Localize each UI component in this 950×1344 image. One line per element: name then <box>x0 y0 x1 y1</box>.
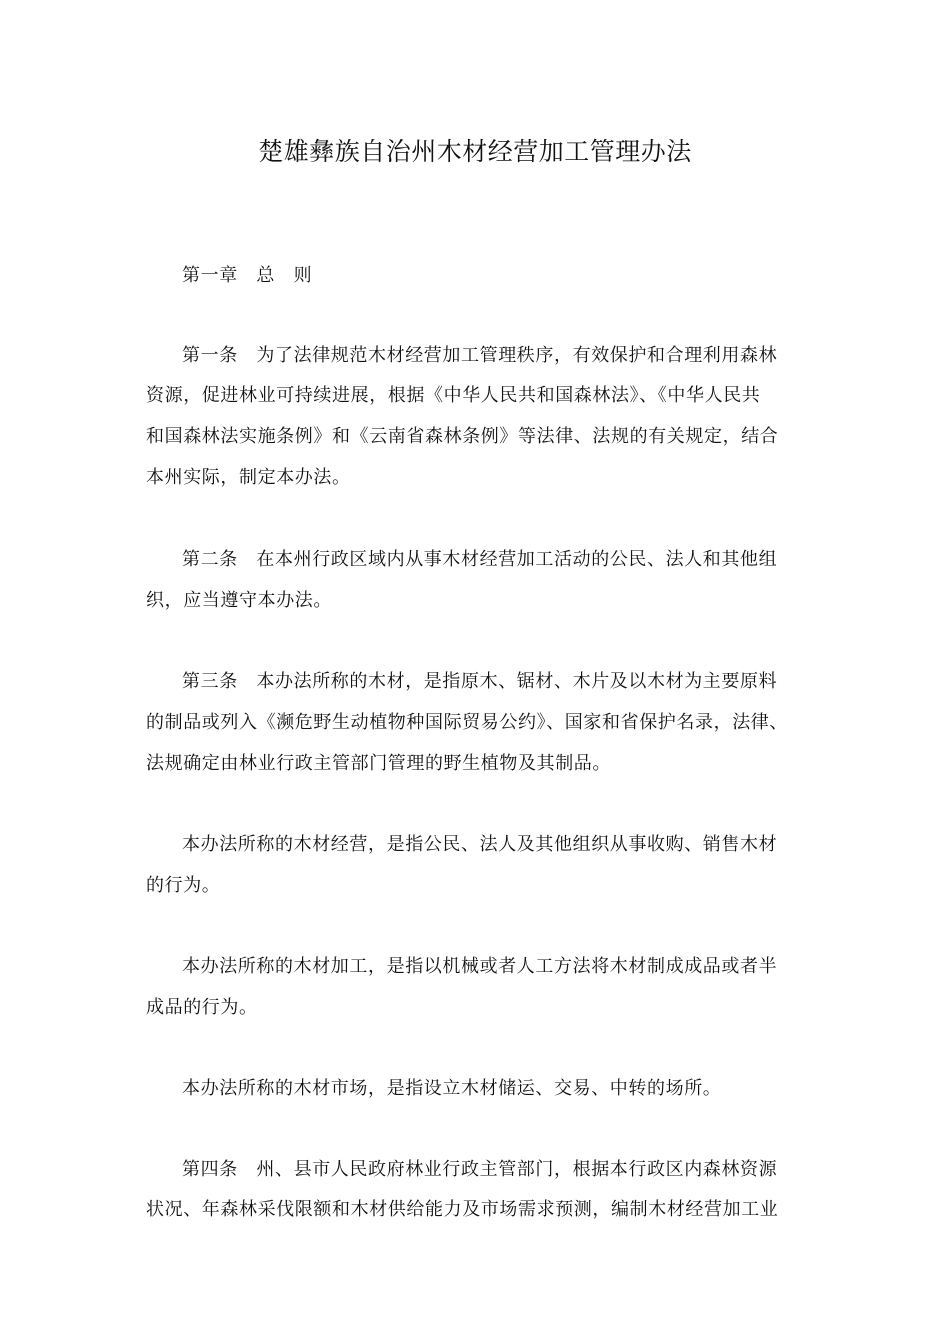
paragraph-line: 本办法所称的木材经营，是指公民、法人及其他组织从事收购、销售木材 <box>182 834 778 855</box>
paragraph-line: 法规确定由林业行政主管部门管理的野生植物及其制品。 <box>146 753 611 774</box>
paragraph-line: 本办法所称的木材加工，是指以机械或者人工方法将木材制成成品或者半 <box>182 956 778 977</box>
paragraph-line: 第二条 在本州行政区域内从事木材经营加工活动的公民、法人和其他组 <box>182 549 778 570</box>
paragraph-line: 本办法所称的木材市场，是指设立木材储运、交易、中转的场所。 <box>182 1078 722 1099</box>
paragraph-line: 和国森林法实施条例》和《云南省森林条例》等法律、法规的有关规定，结合 <box>146 426 779 447</box>
paragraph-line: 资源，促进林业可持续进展，根据《中华人民共和国森林法》、《中华人民共 <box>146 385 761 406</box>
paragraph-line: 本州实际，制定本办法。 <box>146 467 351 488</box>
paragraph-line: 的制品或列入《濒危野生动植物种国际贸易公约》、国家和省保护名录，法律、 <box>146 712 788 733</box>
paragraph-line: 状况、年森林采伐限额和木材供给能力及市场需求预测，编制木材经营加工业 <box>146 1199 779 1220</box>
paragraph-line: 第一条 为了法律规范木材经营加工管理秩序，有效保护和合理利用森林 <box>182 345 778 366</box>
chapter-heading: 第一章 总 则 <box>182 265 313 286</box>
document-title: 楚雄彝族自治州木材经营加工管理办法 <box>258 137 692 166</box>
paragraph-line: 第三条 本办法所称的木材，是指原木、锯材、木片及以木材为主要原料 <box>182 671 778 692</box>
paragraph-line: 织，应当遵守本办法。 <box>146 590 332 611</box>
paragraph-line: 第四条 州、县市人民政府林业行政主管部门，根据本行政区内森林资源 <box>182 1159 778 1180</box>
paragraph-line: 成品的行为。 <box>146 997 258 1018</box>
paragraph-line: 的行为。 <box>146 875 221 896</box>
